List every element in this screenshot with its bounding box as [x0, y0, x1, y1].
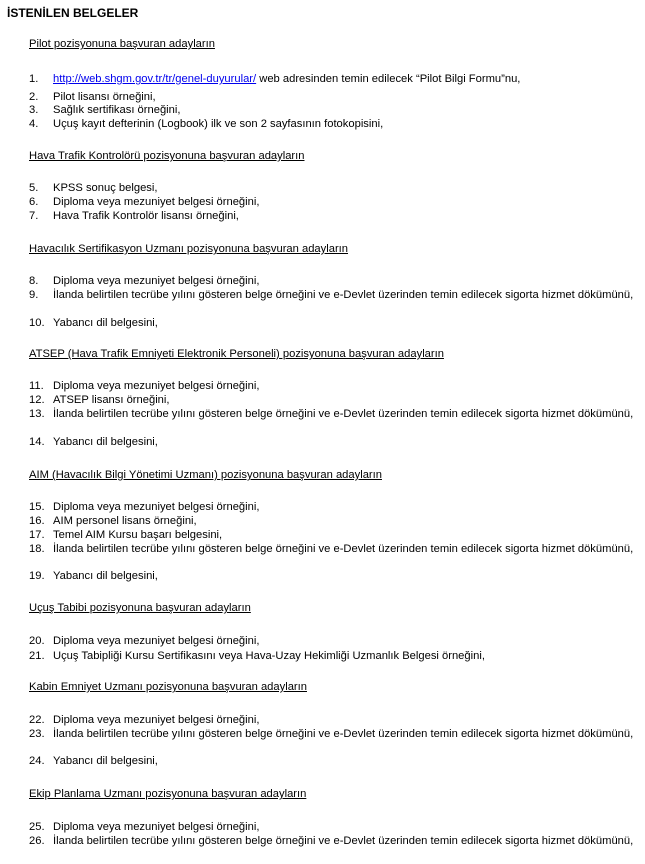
item-number: 23.: [29, 728, 45, 740]
page-title: İSTENİLEN BELGELER: [7, 6, 139, 20]
section-heading: Uçuş Tabibi pozisyonuna başvuran adayların: [29, 602, 251, 614]
item-number: 9.: [29, 289, 39, 301]
item-text: ATSEP lisansı örneğini,: [53, 394, 170, 406]
item-text: Diploma veya mezuniyet belgesi örneğini,: [53, 714, 260, 726]
item-text: http://web.shgm.gov.tr/tr/genel-duyurular/ web adresinden temin edilecek “Pilot Bilgi Formu”nu,: [53, 73, 521, 85]
item-text: Yabancı dil belgesini,: [53, 570, 158, 582]
section-heading: Hava Trafik Kontrolörü pozisyonuna başvuran adayların: [29, 150, 305, 162]
item-text: İlanda belirtilen tecrübe yılını gösteren belge örneğini ve e-Devlet üzerinden temin edilecek sigorta hizmet dökümünü,: [53, 835, 634, 847]
item-text: Uçuş Tabipliği Kursu Sertifikasını veya Hava-Uzay Hekimliği Uzmanlık Belgesi örneğini,: [53, 650, 485, 662]
item-number: 7.: [29, 210, 39, 222]
item-number: 18.: [29, 543, 45, 555]
section-heading: Havacılık Sertifikasyon Uzmanı pozisyonuna başvuran adayların: [29, 243, 349, 255]
item-text: Hava Trafik Kontrolör lisansı örneğini,: [53, 210, 239, 222]
item-text: Diploma veya mezuniyet belgesi örneğini,: [53, 380, 260, 392]
item-text: İlanda belirtilen tecrübe yılını gösteren belge örneğini ve e-Devlet üzerinden temin edilecek sigorta hizmet dökümünü,: [53, 289, 634, 301]
item-text: Sağlık sertifikası örneğini,: [53, 104, 181, 116]
section-heading: ATSEP (Hava Trafik Emniyeti Elektronik Personeli) pozisyonuna başvuran adayların: [29, 348, 444, 360]
item-number: 25.: [29, 821, 45, 833]
item-text: Diploma veya mezuniyet belgesi örneğini,: [53, 821, 260, 833]
item-number: 3.: [29, 104, 39, 116]
item-number: 15.: [29, 501, 45, 513]
item-number: 12.: [29, 394, 45, 406]
item-text: İlanda belirtilen tecrübe yılını gösteren belge örneğini ve e-Devlet üzerinden temin edilecek sigorta hizmet dökümünü,: [53, 408, 634, 420]
item-number: 16.: [29, 515, 45, 527]
item-number: 21.: [29, 650, 45, 662]
item-number: 17.: [29, 529, 45, 541]
item-text: Yabancı dil belgesini,: [53, 436, 158, 448]
item-number: 13.: [29, 408, 45, 420]
item-number: 11.: [29, 380, 44, 392]
item-number: 24.: [29, 755, 45, 767]
section-heading: AIM (Havacılık Bilgi Yönetimi Uzmanı) pozisyonuna başvuran adayların: [29, 469, 382, 481]
item-number: 26.: [29, 835, 45, 847]
section-heading: Ekip Planlama Uzmanı pozisyonuna başvuran adayların: [29, 788, 307, 800]
item-number: 1.: [29, 73, 39, 85]
item-text: İlanda belirtilen tecrübe yılını gösteren belge örneğini ve e-Devlet üzerinden temin edilecek sigorta hizmet dökümünü,: [53, 543, 634, 555]
item-number: 10.: [29, 317, 45, 329]
item-number: 2.: [29, 91, 39, 103]
item-text: Uçuş kayıt defterinin (Logbook) ilk ve son 2 sayfasının fotokopisini,: [53, 118, 384, 130]
item-number: 20.: [29, 635, 45, 647]
item-number: 6.: [29, 196, 39, 208]
item-text: Yabancı dil belgesini,: [53, 317, 158, 329]
item-text: Diploma veya mezuniyet belgesi örneğini,: [53, 501, 260, 513]
item-text: KPSS sonuç belgesi,: [53, 182, 158, 194]
item-number: 8.: [29, 275, 39, 287]
item-number: 22.: [29, 714, 45, 726]
section-heading: Kabin Emniyet Uzmanı pozisyonuna başvuran adayların: [29, 681, 307, 693]
item-text: İlanda belirtilen tecrübe yılını gösteren belge örneğini ve e-Devlet üzerinden temin edilecek sigorta hizmet dökümünü,: [53, 728, 634, 740]
item-text: Temel AIM Kursu başarı belgesini,: [53, 529, 223, 541]
item-text: Diploma veya mezuniyet belgesi örneğini,: [53, 196, 260, 208]
section-heading: Pilot pozisyonuna başvuran adayların: [29, 38, 215, 50]
item-text: Yabancı dil belgesini,: [53, 755, 158, 767]
item-number: 14.: [29, 436, 45, 448]
item-number: 5.: [29, 182, 39, 194]
form-download-link[interactable]: http://web.shgm.gov.tr/tr/genel-duyurular/: [53, 73, 257, 85]
item-text: Diploma veya mezuniyet belgesi örneğini,: [53, 275, 260, 287]
item-text: Pilot lisansı örneğini,: [53, 91, 156, 103]
item-number: 4.: [29, 118, 39, 130]
item-number: 19.: [29, 570, 45, 582]
item-text: Diploma veya mezuniyet belgesi örneğini,: [53, 635, 260, 647]
item-text: AIM personel lisans örneğini,: [53, 515, 197, 527]
